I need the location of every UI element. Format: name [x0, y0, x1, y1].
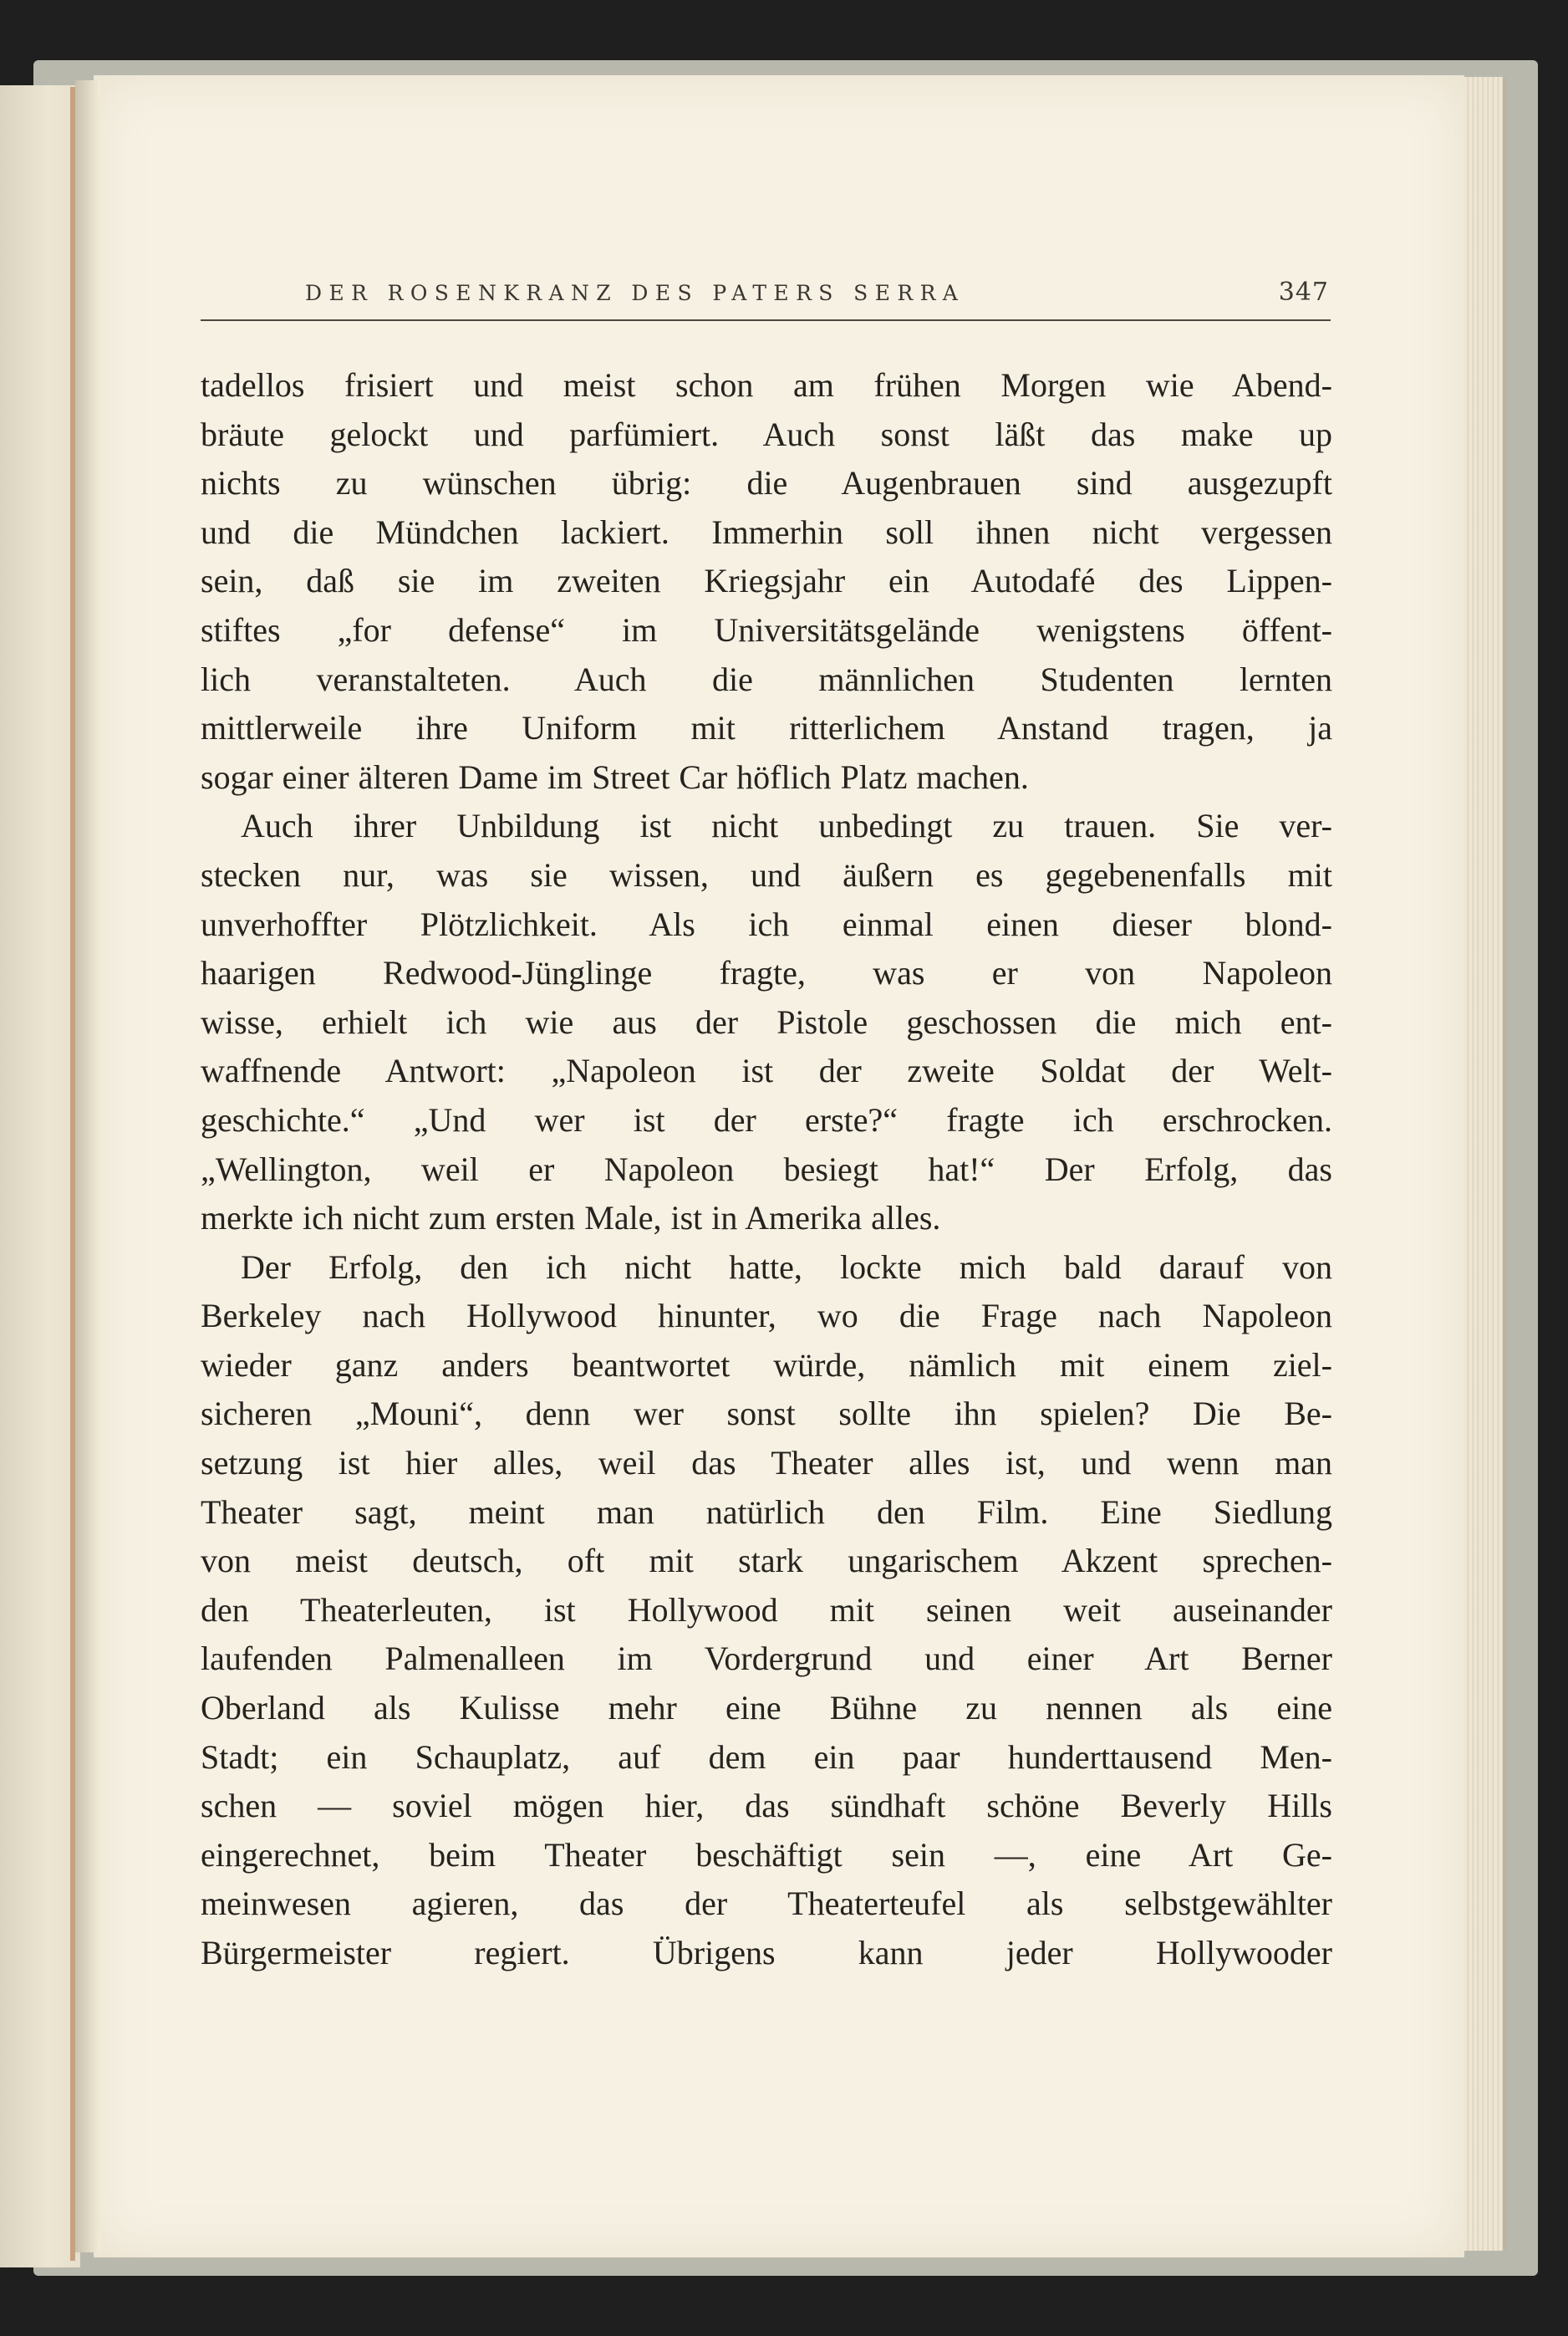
- text-line: sogar einer älteren Dame im Street Car höflich Platz machen.: [201, 757, 1029, 796]
- text-line: mittlerweile ihre Uniform mit ritterlichem Anstand tragen, ja: [201, 709, 1332, 747]
- text-line: stecken nur, was sie wissen, und äußern es gegebenenfalls mit: [201, 855, 1332, 894]
- text-line: eingerechnet, beim Theater beschäftigt sein —, eine Art Ge-: [201, 1835, 1332, 1874]
- text-line: waffnende Antwort: „Napoleon ist der zweite Soldat der Welt-: [201, 1052, 1332, 1090]
- text-line: wieder ganz anders beantwortet würde, nämlich mit einem ziel-: [201, 1345, 1332, 1384]
- text-line: Oberland als Kulisse mehr eine Bühne zu nennen als eine: [201, 1689, 1332, 1727]
- body-text: [201, 361, 1332, 1978]
- book-page: [94, 75, 1464, 2257]
- text-line: sicheren „Mouni“, denn wer sonst sollte ihn spielen? Die Be-: [201, 1395, 1332, 1433]
- text-line: Auch ihrer Unbildung ist nicht unbedingt zu trauen. Sie ver-: [241, 807, 1332, 845]
- text-line: Bürgermeister regiert. Übrigens kann jeder Hollywooder: [201, 1934, 1332, 1971]
- text-line: unverhoffter Plötzlichkeit. Als ich einmal einen dieser blond-: [201, 905, 1332, 943]
- text-line: Stadt; ein Schauplatz, auf dem ein paar hunderttausend Men-: [201, 1737, 1332, 1776]
- text-line: lich veranstalteten. Auch die männlichen Studenten lernten: [201, 660, 1332, 698]
- running-head-title: DER ROSENKRANZ DES PATERS SERRA: [305, 281, 965, 305]
- text-line: von meist deutsch, oft mit stark ungarischem Akzent sprechen-: [201, 1542, 1332, 1580]
- text-line: wisse, erhielt ich wie aus der Pistole geschossen die mich ent-: [201, 1002, 1332, 1041]
- text-line: geschichte.“ „Und wer ist der erste?“ fragte ich erschrocken.: [201, 1100, 1332, 1139]
- text-line: den Theaterleuten, ist Hollywood mit seinen weit auseinander: [201, 1590, 1332, 1629]
- text-line: merkte ich nicht zum ersten Male, ist in Amerika alles.: [201, 1199, 941, 1237]
- text-line: stiftes „for defense“ im Universitätsgelände wenigstens öffent-: [201, 610, 1332, 649]
- text-line: laufenden Palmenalleen im Vordergrund und einer Art Berner: [201, 1640, 1332, 1678]
- text-line: schen — soviel mögen hier, das sündhaft schöne Beverly Hills: [201, 1787, 1332, 1825]
- page-gutter: [75, 80, 100, 2252]
- text-line: meinwesen agieren, das der Theaterteufel als selbstgewählter: [201, 1885, 1332, 1923]
- text-line: haarigen Redwood-Jünglinge fragte, was er von Napoleon: [201, 954, 1332, 992]
- text-line: Berkeley nach Hollywood hinunter, wo die Frage nach Napoleon: [201, 1297, 1332, 1335]
- text-line: Der Erfolg, den ich nicht hatte, lockte mich bald darauf von: [241, 1247, 1332, 1286]
- page-number: 347: [1278, 278, 1329, 307]
- text-line: „Wellington, weil er Napoleon besiegt hat!“ Der Erfolg, das: [201, 1150, 1332, 1188]
- text-line: setzung ist hier alles, weil das Theater alles ist, und wenn man: [201, 1444, 1332, 1482]
- running-head-rule: [201, 319, 1331, 321]
- running-head: [201, 278, 1331, 318]
- text-line: nichts zu wünschen übrig: die Augenbrauen sind ausgezupft: [201, 464, 1332, 502]
- text-line: bräute gelockt und parfümiert. Auch sonst läßt das make up: [201, 415, 1332, 453]
- text-line: und die Mündchen lackiert. Immerhin soll ihnen nicht vergessen: [201, 513, 1332, 551]
- text-line: tadellos frisiert und meist schon am frühen Morgen wie Abend-: [201, 366, 1332, 404]
- text-line: sein, daß sie im zweiten Kriegsjahr ein Autodafé des Lippen-: [201, 562, 1332, 600]
- text-line: Theater sagt, meint man natürlich den Film. Eine Siedlung: [201, 1492, 1332, 1531]
- left-page-edge: [0, 85, 80, 2267]
